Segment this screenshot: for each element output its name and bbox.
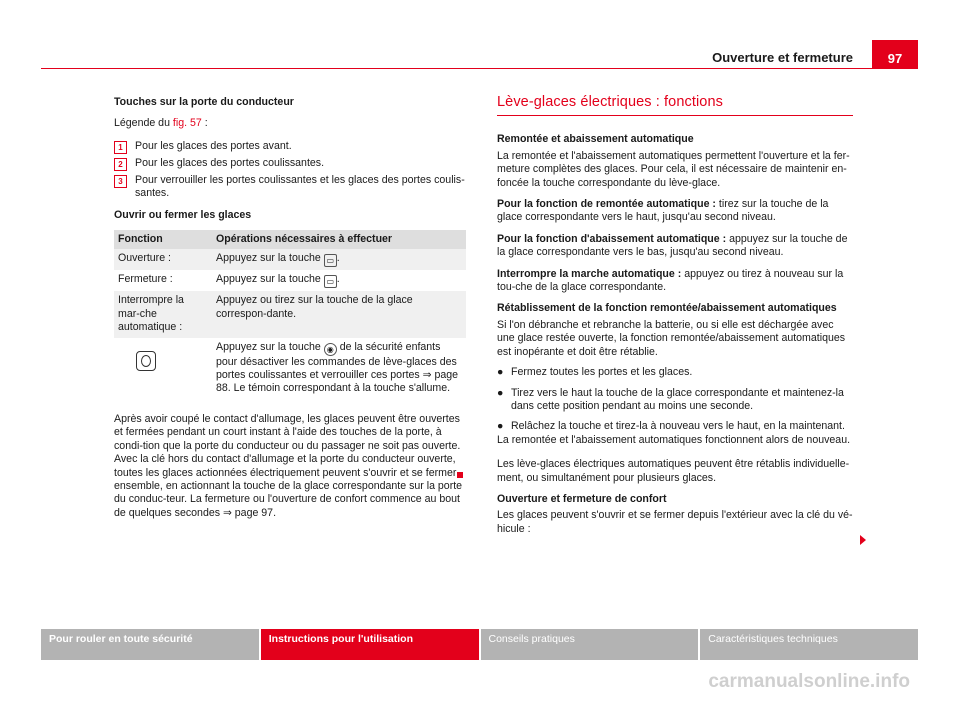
table-cell: Appuyez sur la touche ▭ . (212, 249, 466, 270)
legend-text: Pour les glaces des portes avant. (135, 139, 292, 152)
table-row (114, 270, 466, 291)
legend-intro: Légende du fig. 57 : (114, 117, 208, 130)
subheading: Ouverture et fermeture de confort (497, 492, 667, 505)
section-heading: Lève-glaces électriques : fonctions (497, 96, 853, 116)
right-column (497, 96, 853, 536)
table-cell: Fermeture : (118, 273, 173, 286)
watermark: carmanualsonline.info (708, 671, 910, 692)
subheading: Remontée et abaissement automatique (497, 133, 694, 146)
table-row (114, 338, 466, 399)
legend-text: Pour verrouiller les portes coulissantes et les glaces des portes coulis-santes. (135, 173, 465, 200)
table-cell: Ouverture : (114, 249, 212, 270)
legend-number-badge: 1 (114, 141, 127, 154)
table-row (114, 249, 466, 270)
functions-table (114, 230, 466, 399)
footer-nav (41, 629, 918, 660)
section-title: Touches sur la porte du conducteur (114, 96, 294, 108)
list-item: ● Fermez toutes les portes et les glaces. (497, 366, 693, 379)
window-switch-icon: ▭ (324, 254, 337, 267)
tab-practical-tips[interactable]: Conseils pratiques (481, 629, 701, 660)
table-row (114, 291, 466, 337)
list-item: ● Relâchez la touche et tirez-la à nouveau vers le haut, en la maintenant. (497, 420, 845, 433)
subsection-title: Ouvrir ou fermer les glaces (114, 208, 252, 221)
tab-safety[interactable]: Pour rouler en toute sécurité (41, 629, 261, 660)
body-paragraph: Si l'on débranche et rebranche la batterie, ou si elle est déchargée avec une glace restée ouverte, la fonction remontée/abaissement automatiques est inopérante et doit être rétablie. (497, 318, 846, 358)
child-lock-icon: ◉ (324, 343, 337, 356)
child-lock-icon (136, 351, 156, 371)
legend-item (114, 174, 466, 201)
legend-item (114, 140, 466, 154)
body-paragraph: Pour la fonction de remontée automatique : tirez sur la touche de la glace correspondante vers le haut, jusqu'au second niveau. (497, 198, 829, 224)
body-paragraph: La remontée et l'abaissement automatiques fonctionnent alors de nouveau. (497, 433, 851, 446)
table-header: Fonction (114, 230, 212, 249)
table-cell: Appuyez sur la touche ◉ de la sécurité enfants pour désactiver les commandes de lève-glaces des portes coulissantes et verrouiller ces portes ⇒ page 88. Le témoin correspondant à la touche s'allume. (216, 340, 459, 395)
legend-text: Pour les glaces des portes coulissantes. (135, 156, 325, 169)
window-switch-icon: ▭ (324, 275, 337, 288)
legend-number-badge: 2 (114, 158, 127, 171)
continue-arrow-icon (860, 535, 866, 545)
body-paragraph: La remontée et l'abaissement automatiques permettent l'ouverture et la fer-meture complètes des glaces. Pour cela, il est nécessaire de maintenir en-foncée la touche correspondante du lève-glace. (497, 149, 850, 189)
legend-item (114, 157, 466, 171)
left-column (114, 96, 466, 520)
body-paragraph: Interrompre la marche automatique : appuyez ou tirez à nouveau sur la tou-che de la glace correspondante. (497, 267, 844, 294)
tab-instructions[interactable]: Instructions pour l'utilisation (261, 629, 481, 660)
body-paragraph: Les glaces peuvent s'ouvrir et se fermer depuis l'extérieur avec la clé du vé-hicule : (497, 509, 853, 535)
end-of-section-marker (457, 469, 463, 482)
list-item: ● Tirez vers le haut la touche de la glace correspondante et maintenez-la dans cette position pendant au moins une seconde. (497, 386, 844, 412)
body-paragraph: Pour la fonction d'abaissement automatique : appuyez sur la touche de la glace correspondante vers le bas, jusqu'au second niveau. (497, 232, 848, 259)
body-paragraph: Les lève-glaces électriques automatiques peuvent être rétablis individuelle-ment, ou simultanément pour plusieurs glaces. (497, 458, 850, 484)
table-cell: Appuyez sur la touche ▭ . (216, 273, 340, 287)
tab-technical-specs[interactable]: Caractéristiques techniques (700, 629, 918, 660)
table-cell: Interrompre la mar-che automatique : (114, 291, 212, 337)
table-cell: Appuyez ou tirez sur la touche de la glace correspon-dante. (212, 291, 466, 337)
table-header: Opérations nécessaires à effectuer (212, 230, 466, 249)
table-cell (114, 338, 212, 399)
page-number: 97 (872, 40, 918, 68)
figure-link[interactable]: fig. 57 (172, 117, 202, 130)
subheading: Rétablissement de la fonction remontée/abaissement automatiques (497, 302, 837, 315)
legend-number-badge: 3 (114, 175, 127, 188)
page-header-title: Ouverture et fermeture (712, 50, 853, 65)
header-divider (41, 68, 918, 69)
body-paragraph: Après avoir coupé le contact d'allumage, les glaces peuvent être ouvertes et fermées pendant un court instant à l'aide des touches de la porte, à condi-tion que la porte du conducteur ou du passager ne soit pas ouverte. Avec la clé hors du contact d'allumage et la porte du conducteur ouverte, toutes les glaces actionnées électriquement peuvent s'ouvrir et se fermer ensemble, en actionnant la touche de la glace correspondante sur la porte du conduc-teur. La fermeture ou l'ouverture de confort commence au bout de quelques secondes ⇒ page 97. (114, 412, 463, 519)
